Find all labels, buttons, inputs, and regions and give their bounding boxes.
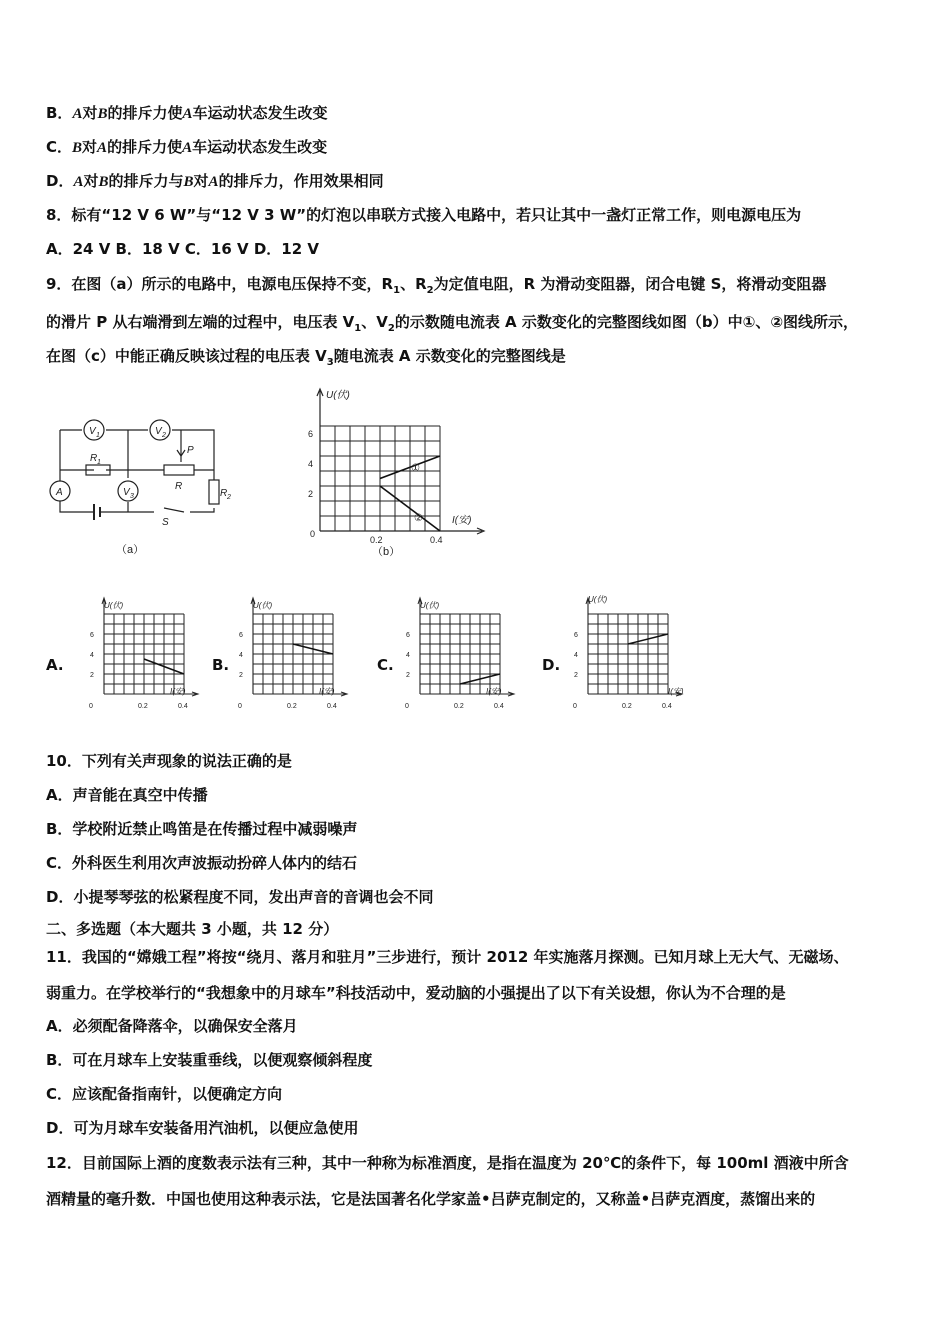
option-grid bbox=[420, 614, 500, 694]
option-b-ylabel: U(伏) bbox=[253, 601, 273, 610]
section-2-heading: 二、多选题（本大题共 3 小题，共 12 分） bbox=[46, 920, 339, 938]
option-grid bbox=[104, 614, 184, 694]
q9-line2: 的滑片 P 从右端滑到左端的过程中，电压表 $V_1$、$V_2$的示数随电流表 A 示数变化的完整图线如图（b）中①、②图线所示， bbox=[46, 313, 859, 334]
graph-b-origin: 0 bbox=[310, 529, 316, 539]
graph-b-ylabel: U(伏) bbox=[326, 390, 350, 401]
option-grid bbox=[588, 614, 668, 694]
option-d-xlabel: I(安) bbox=[668, 687, 684, 696]
switch-label: S bbox=[162, 517, 169, 528]
ytick-2: 2 bbox=[406, 672, 410, 679]
graph-b-xtick-04: 0.4 bbox=[430, 535, 443, 545]
option-a-label[interactable]: A. bbox=[46, 656, 64, 674]
xtick-0.4: 0.4 bbox=[178, 703, 188, 710]
ytick-4: 4 bbox=[406, 652, 410, 659]
xtick-0.2: 0.2 bbox=[138, 703, 148, 710]
option-grid bbox=[253, 614, 333, 694]
origin-label: 0 bbox=[405, 703, 409, 710]
v1-sub: 1 bbox=[96, 432, 100, 439]
option-d-label[interactable]: D. bbox=[542, 656, 561, 674]
ytick-4: 4 bbox=[574, 652, 578, 659]
option-c-xlabel: I(安) bbox=[486, 687, 502, 696]
q11-line2: 弱重力。在学校举行的“我想象中的月球车”科技活动中，爱动脑的小强提出了以下有关设想，你认为不合理的是 bbox=[46, 984, 786, 1002]
r2-sub: 2 bbox=[227, 494, 231, 501]
xtick-0.2: 0.2 bbox=[622, 703, 632, 710]
v3-label: V bbox=[123, 487, 130, 498]
ytick-2: 2 bbox=[239, 672, 243, 679]
q11-line1: 11．我国的“嫦娥工程”将按“绕月、落月和驻月”三步进行，预计 2012 年实施落月探测。已知月球上无大气、无磁场、 bbox=[46, 948, 849, 966]
r1-sub: 1 bbox=[97, 459, 101, 466]
r-label: R bbox=[175, 481, 183, 492]
caption-a: （a） bbox=[116, 544, 145, 556]
option-c-graph[interactable] bbox=[400, 596, 520, 718]
q9-line1: 9．在图（a）所示的电路中，电源电压保持不变，$R_1$、$R_2$为定值电阻，R 为滑动变阻器，闭合电键 S，将滑动变阻器 bbox=[46, 275, 827, 296]
option-b-graph[interactable] bbox=[233, 596, 353, 718]
graph-b-xtick-02: 0.2 bbox=[370, 535, 383, 545]
v2-sub: 2 bbox=[162, 432, 166, 439]
xtick-0.4: 0.4 bbox=[662, 703, 672, 710]
q7-option-d: D．A对B的排斥力与B对A的排斥力，作用效果相同 bbox=[46, 172, 384, 190]
ytick-6: 6 bbox=[574, 632, 578, 639]
graph-b-ytick-4: 4 bbox=[308, 459, 314, 469]
graph-b-mark-1: ① bbox=[411, 463, 420, 474]
xtick-0.2: 0.2 bbox=[287, 703, 297, 710]
option-d-ylabel: U(伏) bbox=[588, 595, 608, 604]
r2-label: R bbox=[220, 488, 228, 499]
q11-option-a: A．必须配备降落伞，以确保安全落月 bbox=[46, 1017, 298, 1035]
option-c-ylabel: U(伏) bbox=[420, 601, 440, 610]
q9-line3: 在图（c）中能正确反映该过程的电压表 $V_3$随电流表 A 示数变化的完整图线是 bbox=[46, 347, 566, 368]
caption-b: （b） bbox=[372, 546, 401, 557]
xtick-0.4: 0.4 bbox=[494, 703, 504, 710]
ammeter-label: A bbox=[56, 487, 63, 498]
q12-line1: 12．目前国际上酒的度数表示法有三种，其中一种称为标准酒度，是指在温度为 20℃的条件下，每 100ml 酒液中所含 bbox=[46, 1154, 849, 1172]
q7-option-c: C．B对A的排斥力使A车运动状态发生改变 bbox=[46, 138, 328, 156]
xtick-0.2: 0.2 bbox=[454, 703, 464, 710]
ytick-6: 6 bbox=[90, 632, 94, 639]
q12-line2: 酒精量的毫升数．中国也使用这种表示法，它是法国著名化学家盖•吕萨克制定的，又称盖•吕萨克酒度，蒸馏出来的 bbox=[46, 1190, 816, 1208]
origin-label: 0 bbox=[89, 703, 93, 710]
q10-stem: 10．下列有关声现象的说法正确的是 bbox=[46, 752, 292, 770]
p-label: P bbox=[187, 445, 194, 456]
circuit-diagram-a bbox=[44, 410, 234, 560]
q8-options: A．24 V B．18 V C．16 V D．12 V bbox=[46, 240, 319, 258]
q11-option-c: C．应该配备指南针，以便确定方向 bbox=[46, 1085, 283, 1103]
option-b-xlabel: I(安) bbox=[319, 687, 335, 696]
graph-b-mark-2: ② bbox=[414, 513, 423, 524]
q10-option-d: D．小提琴琴弦的松紧程度不同，发出声音的音调也会不同 bbox=[46, 888, 434, 906]
v3-sub: 3 bbox=[130, 493, 134, 500]
ytick-6: 6 bbox=[239, 632, 243, 639]
q10-option-a: A．声音能在真空中传播 bbox=[46, 786, 208, 804]
q7-option-b: B．A对B的排斥力使A车运动状态发生改变 bbox=[46, 104, 328, 122]
q10-option-c: C．外科医生利用次声波振动扮碎人体内的结石 bbox=[46, 854, 358, 872]
option-d-graph[interactable] bbox=[568, 590, 688, 718]
ytick-6: 6 bbox=[406, 632, 410, 639]
graph-b-xlabel: I(安) bbox=[452, 515, 472, 526]
v1-label: V bbox=[89, 426, 96, 437]
q11-option-b: B．可在月球车上安装重垂线，以便观察倾斜程度 bbox=[46, 1051, 373, 1069]
origin-label: 0 bbox=[573, 703, 577, 710]
graph-b-ytick-2: 2 bbox=[308, 489, 314, 499]
q8-stem: 8．标有“12 V 6 W”与“12 V 3 W”的灯泡以串联方式接入电路中，若只让其中一盏灯正常工作，则电源电压为 bbox=[46, 206, 802, 224]
ytick-2: 2 bbox=[90, 672, 94, 679]
option-a-ylabel: U(伏) bbox=[104, 601, 124, 610]
option-b-label[interactable]: B. bbox=[212, 656, 230, 674]
graph-b bbox=[300, 385, 490, 557]
q10-option-b: B．学校附近禁止鸣笛是在传播过程中减弱噪声 bbox=[46, 820, 358, 838]
ytick-4: 4 bbox=[239, 652, 243, 659]
r1-label: R bbox=[90, 453, 98, 464]
ytick-2: 2 bbox=[574, 672, 578, 679]
q11-option-d: D．可为月球车安装备用汽油机，以便应急使用 bbox=[46, 1119, 359, 1137]
ytick-4: 4 bbox=[90, 652, 94, 659]
option-a-xlabel: I(安) bbox=[170, 687, 186, 696]
xtick-0.4: 0.4 bbox=[327, 703, 337, 710]
option-c-label[interactable]: C. bbox=[377, 656, 394, 674]
graph-b-ytick-6: 6 bbox=[308, 429, 314, 439]
origin-label: 0 bbox=[238, 703, 242, 710]
v2-label: V bbox=[155, 426, 162, 437]
option-a-graph[interactable] bbox=[84, 596, 204, 718]
